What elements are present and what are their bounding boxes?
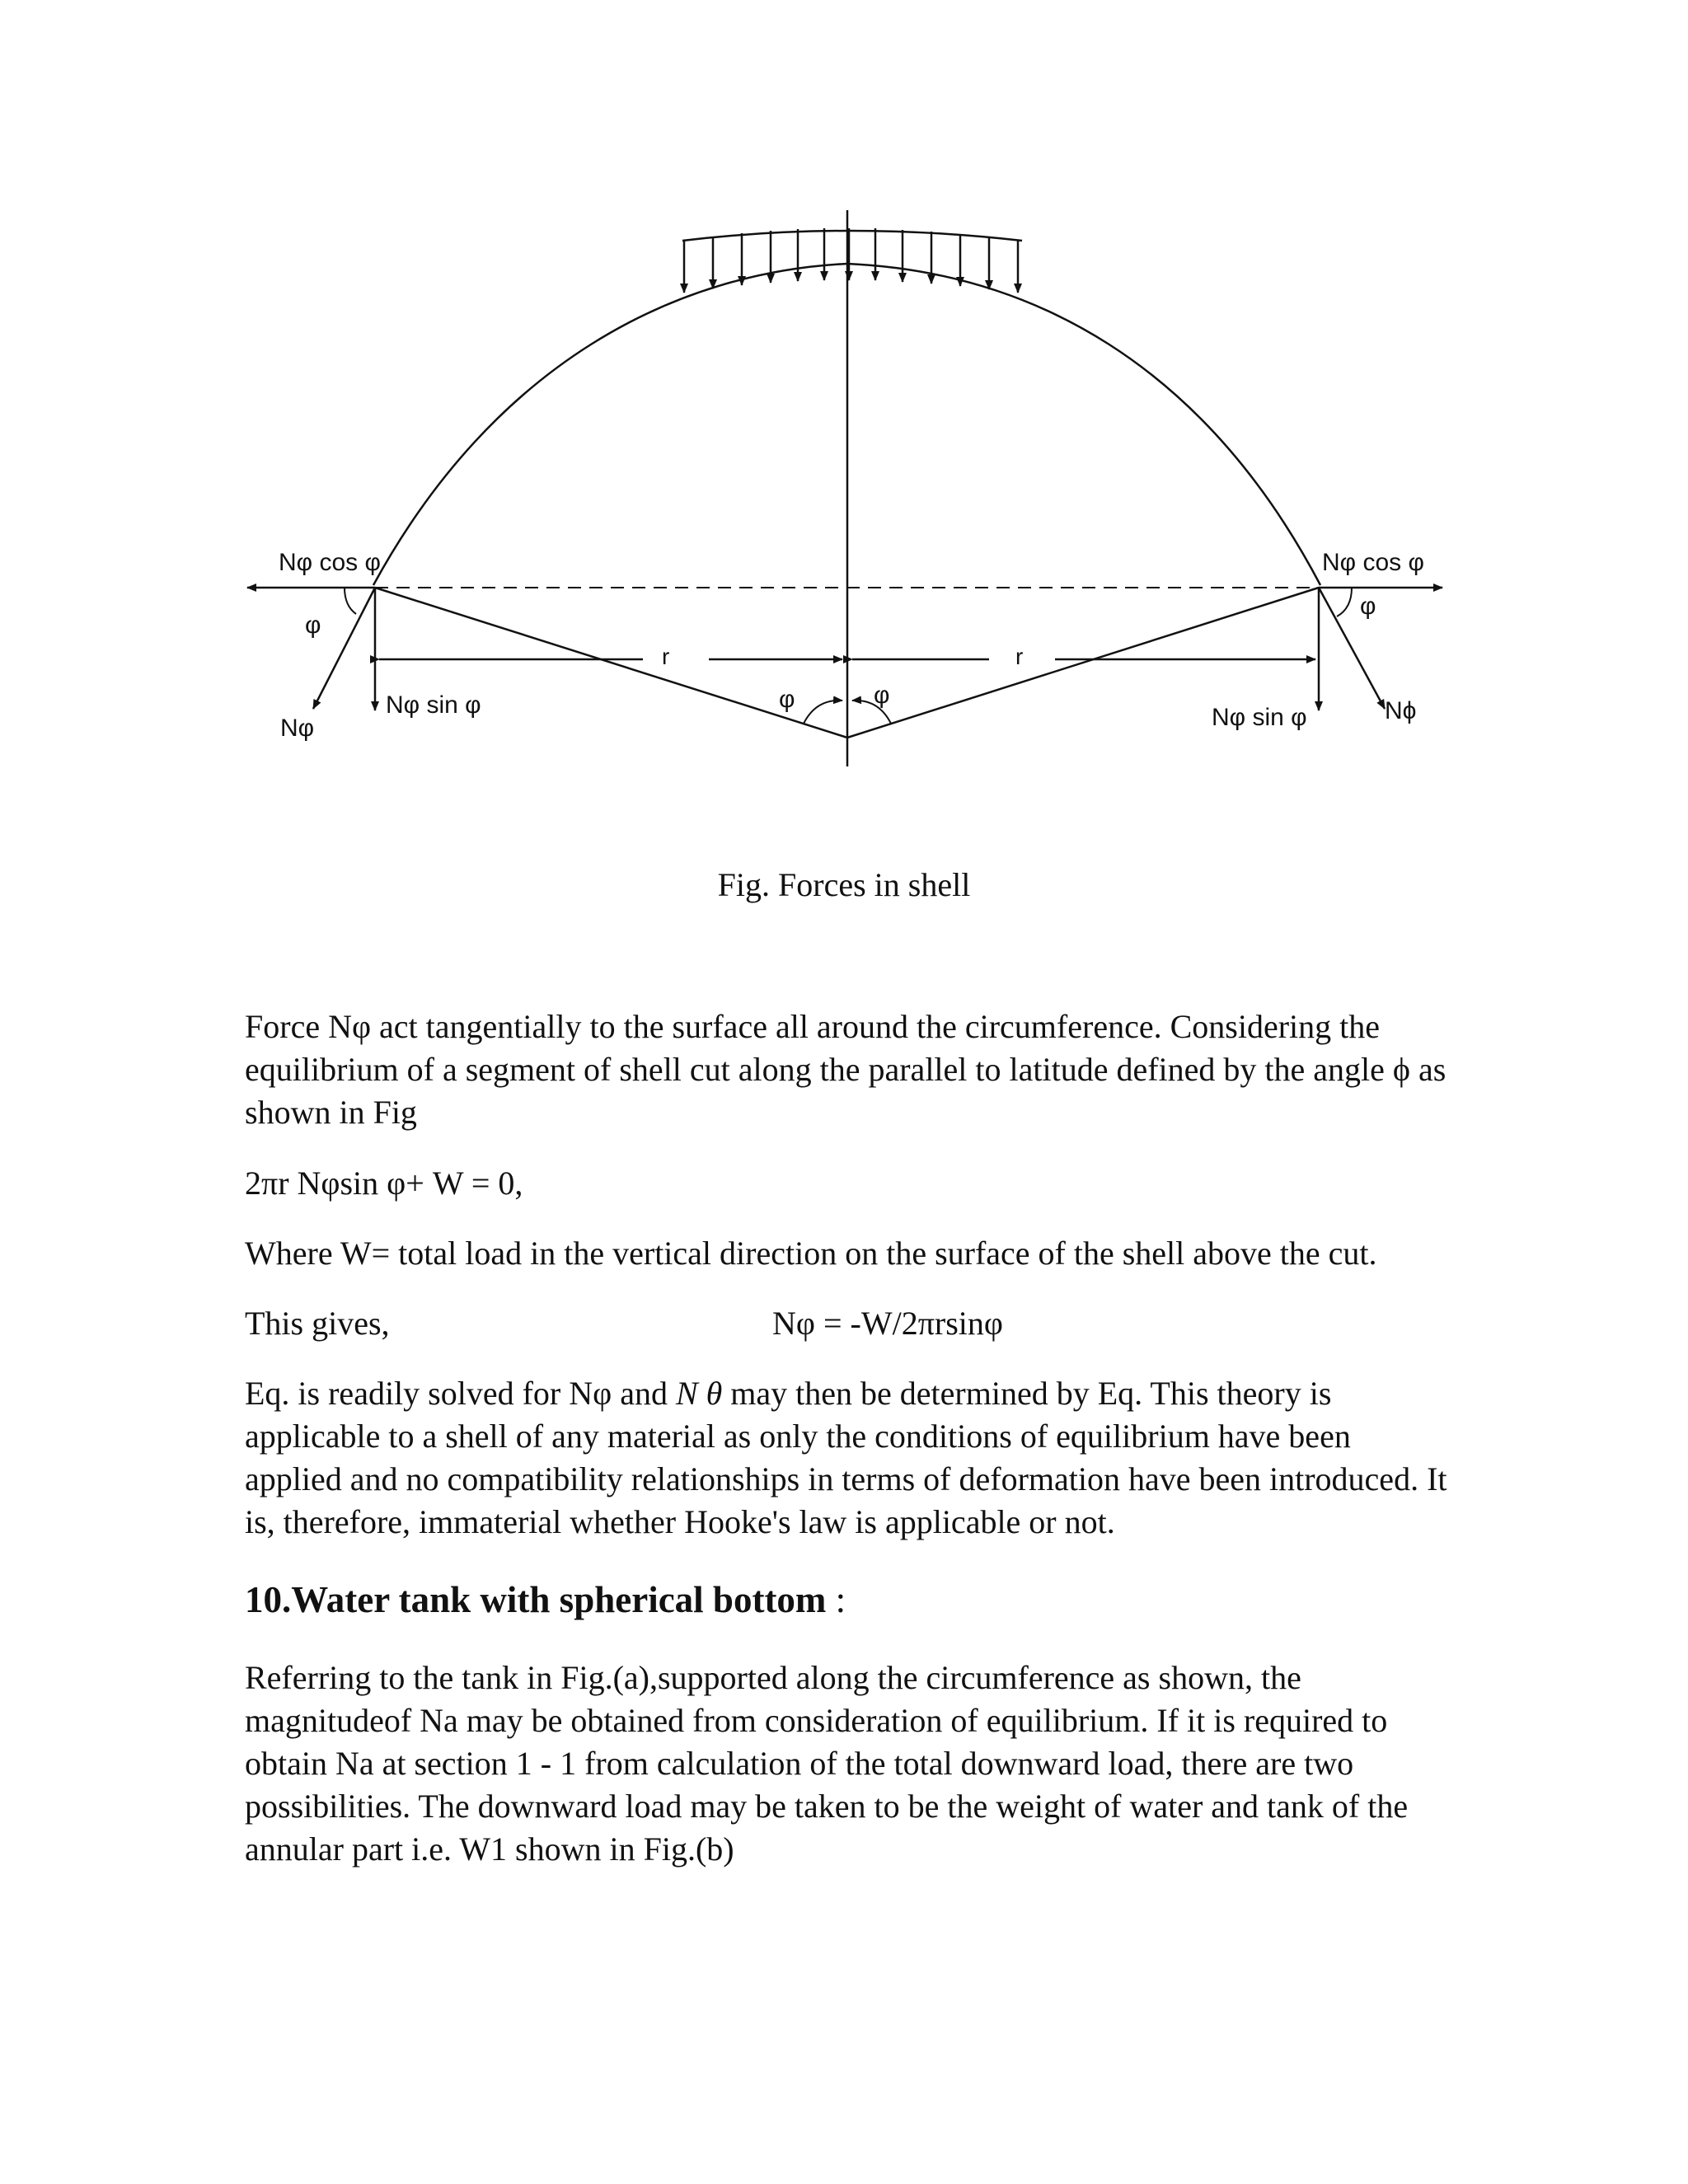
label-right-horizontal: Nφ cos φ	[1322, 549, 1424, 576]
right-angle-arc	[1337, 588, 1352, 616]
label-right-angle: φ	[1360, 593, 1376, 620]
paragraph-force-tangential: Force Nφ act tangentially to the surface all around the circumference. Considering the equilibrium of a segment of shell cut along the parallel to latitude defined by the angle ϕ as shown in Fig	[245, 1008, 1447, 1131]
label-right-vertical: Nφ sin φ	[1212, 704, 1307, 731]
this-gives-line	[245, 1302, 1448, 1345]
this-gives-label: This gives,	[245, 1305, 390, 1342]
heading-colon: :	[826, 1579, 846, 1620]
label-radius-left: r	[662, 644, 670, 669]
label-left-angle: φ	[305, 612, 321, 639]
label-radius-right: r	[1015, 644, 1024, 669]
section-heading	[245, 1578, 846, 1621]
label-center-angle-right: φ	[874, 682, 890, 709]
para2-part-b: may then be determined by Eq. This theory is applicable to a shell of any material as only the conditions of equilibrium have been applied and no compatibility relationships in terms of deformation have been introduced. It is, therefore, immaterial whether Hooke's law is applicable or not.	[245, 1375, 1447, 1540]
paragraph-eq-solved	[245, 1372, 1448, 1544]
center-angle-arc-left	[804, 701, 842, 724]
figure-caption: Fig. Forces in shell	[717, 866, 971, 903]
label-left-meridional: Nφ	[280, 715, 315, 742]
left-angle-arc	[345, 588, 356, 614]
paragraph-where: Where W= total load in the vertical direction on the surface of the shell above the cut.	[245, 1235, 1377, 1272]
left-meridional-arrow	[313, 588, 375, 709]
equation-result: Nφ = -W/2πrsinφ	[772, 1305, 1003, 1342]
heading-text: 10.Water tank with spherical bottom	[245, 1579, 827, 1620]
para2-italic: N θ	[675, 1375, 723, 1412]
para2-part-a: Eq. is readily solved for Nφ and	[245, 1375, 676, 1412]
label-right-meridional: Nϕ	[1385, 697, 1417, 724]
load-arc	[682, 231, 1022, 241]
label-left-horizontal: Nφ cos φ	[279, 549, 381, 576]
paragraph-water-tank: Referring to the tank in Fig.(a),supported along the circumference as shown, the magnitudeof Na may be obtained from consideration of equilibrium. If it is required to obtain Na at section 1 - 1 from calculation of the total downward load, there are two possibilities. The downward load may be taken to be the weight of water and tank of the annular part i.e. W1 shown in Fig.(b)	[245, 1659, 1409, 1868]
forces-in-shell-diagram	[0, 0, 1688, 824]
equation-equilibrium: 2πr Nφsin φ+ W = 0,	[245, 1165, 523, 1202]
label-left-vertical: Nφ sin φ	[386, 691, 481, 719]
label-center-angle-left: φ	[779, 686, 795, 713]
